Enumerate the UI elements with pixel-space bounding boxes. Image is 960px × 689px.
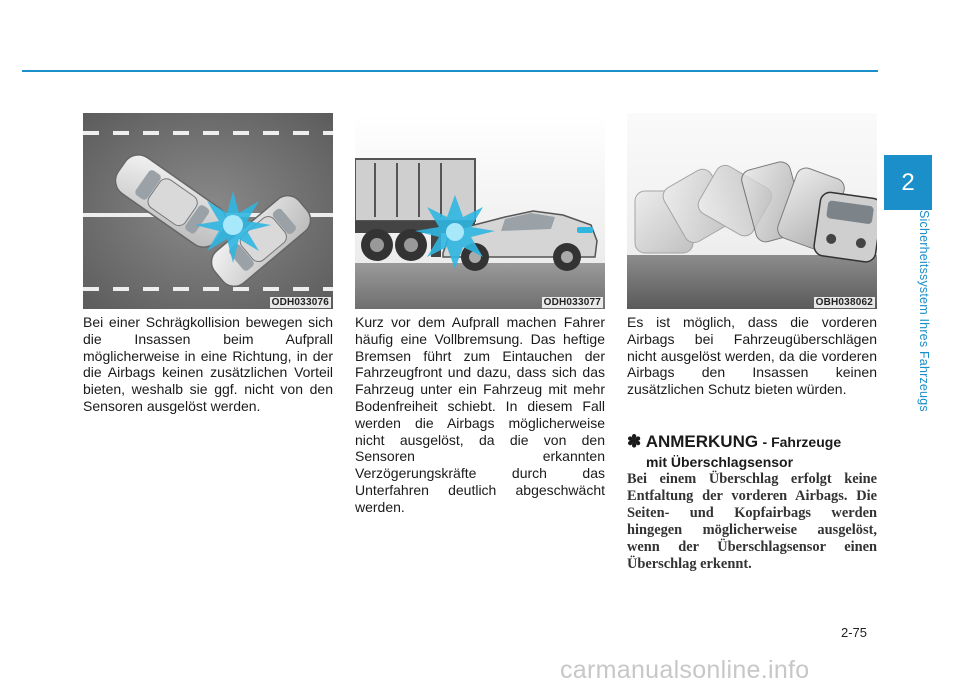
note-star-icon: ✽ <box>627 432 642 451</box>
chapter-title: Sicherheitssystem Ihres Fahrzeugs <box>917 210 931 412</box>
note-title: ANMERKUNG <box>645 432 759 451</box>
note-subtitle-line1: - Fahrzeuge <box>762 434 842 450</box>
header-rule <box>22 70 878 72</box>
right-column-text: Es ist möglich, dass die vorderen Airbags bei Fahrzeugüberschlägen nicht ausgelöst werden, da die vorderen Airbags den Insassen keinen zusätzlichen Schutz bieten würden. <box>627 314 877 398</box>
rollover-illustration <box>627 113 877 309</box>
figure-code: ODH033076 <box>271 297 329 308</box>
figure-underride <box>355 113 605 309</box>
watermark: carmanualsonline.info <box>560 656 810 684</box>
figure-oblique-collision <box>83 113 333 309</box>
figure-code: OBH038062 <box>815 297 873 308</box>
chapter-tab <box>884 155 932 210</box>
note-heading <box>627 432 877 470</box>
middle-column-text: Kurz vor dem Aufprall machen Fahrer häufig eine Vollbremsung. Das heftige Bremsen führt zum Eintauchen der Fahrzeugfront und dazu, dass sich das Fahrzeug unter ein Fahrzeug mit mehr Bodenfreiheit schiebt. In diesem Fall werden die Airbags möglicherweise nicht ausgelöst, da die von den Sensoren erkannten Verzögerungskräfte durch das Unterfahren deutlich abgeschwächt werden. <box>355 314 605 515</box>
oblique-collision-illustration <box>83 113 333 309</box>
chapter-number: 2 <box>901 168 915 196</box>
note-body: Bei einem Überschlag erfolgt keine Entfaltung der vorderen Airbags. Die Seiten- und Kopfairbags werden hingegen möglicherweise ausgelöst, wenn der Überschlagsensor einen Überschlag erkennt. <box>627 471 877 572</box>
figure-code: ODH033077 <box>543 297 601 308</box>
note-subtitle-line2: mit Überschlagsensor <box>646 454 794 470</box>
left-column-text: Bei einer Schrägkollision bewegen sich die Insassen beim Aufprall möglicherweise in eine Richtung, in der die Airbags keinen zusätzlichen Vorteil bieten, weshalb sie ggf. nicht von den Sensoren ausgelöst werden. <box>83 314 333 414</box>
page-number: 2-75 <box>841 625 868 640</box>
figure-rollover <box>627 113 877 309</box>
underride-illustration <box>355 113 605 309</box>
